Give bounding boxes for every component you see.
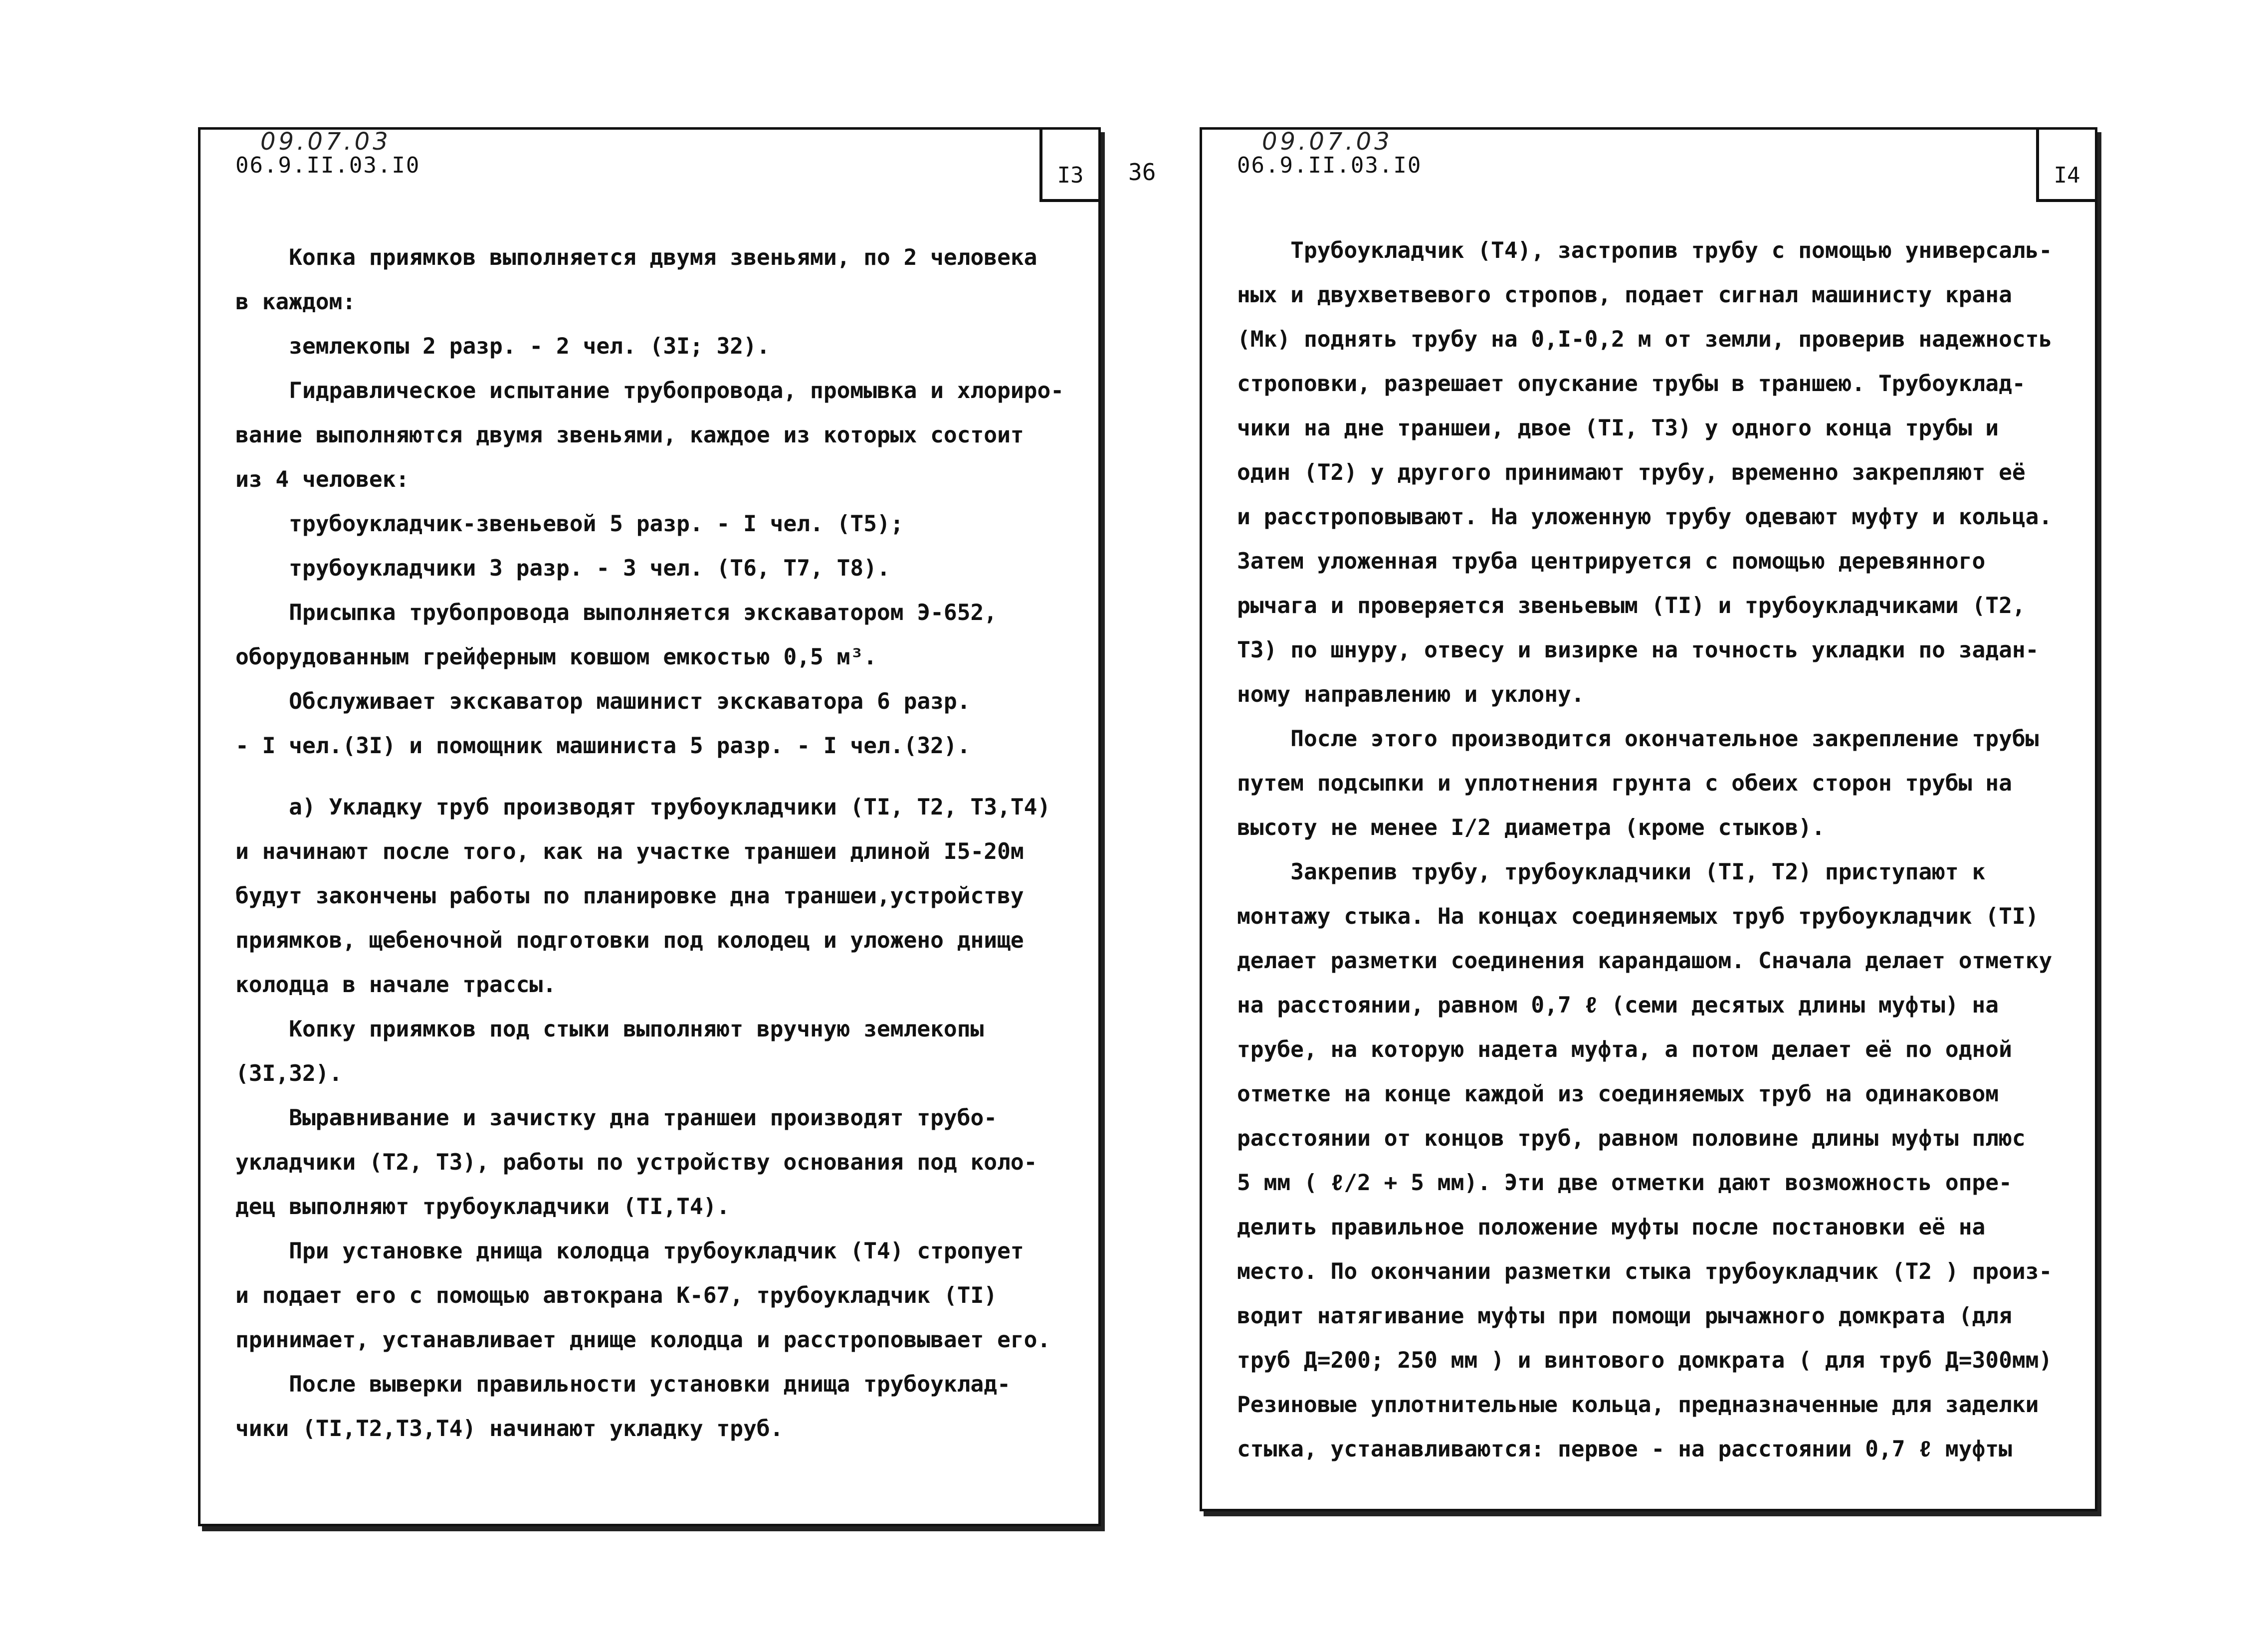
right-page	[1200, 127, 2097, 1511]
text-line: а) Укладку труб производят трубоукладчики (ТI, Т2, Т3,Т4)	[235, 795, 1051, 820]
text-line: Трубоукладчик (Т4), застропив трубу с помощью универсаль-	[1237, 238, 2053, 263]
text-line: монтажу стыка. На концах соединяемых труб трубоукладчик (ТI)	[1237, 904, 2039, 929]
text-line: Присыпка трубопровода выполняется экскаватором Э-652,	[235, 600, 998, 625]
text-line: Гидравлическое испытание трубопровода, промывка и хлориро-	[235, 378, 1064, 404]
text-line: стыка, устанавливаются: первое - на расстоянии 0,7 ℓ муфты	[1237, 1437, 2012, 1462]
text-line: Закрепив трубу, трубоукладчики (ТI, Т2) приступают к	[1237, 859, 1986, 885]
spread-page-number: 36	[1128, 159, 1156, 186]
text-line: - I чел.(ЗI) и помощник машиниста 5 разр. - I чел.(З2).	[235, 733, 971, 759]
right-page-number-box	[2036, 130, 2095, 202]
right-page-number: I4	[2054, 163, 2080, 188]
text-line: После выверки правильности установки днища трубоуклад-	[235, 1372, 1011, 1397]
text-line: рычага и проверяется звеньевым (ТI) и трубоукладчиками (Т2,	[1237, 593, 2026, 618]
text-line: делить правильное положение муфты после постановки её на	[1237, 1215, 1986, 1240]
text-line: путем подсыпки и уплотнения грунта с обеих сторон трубы на	[1237, 771, 2012, 796]
text-line: Копка приямков выполняется двумя звеньями, по 2 человека	[235, 245, 1037, 270]
right-page-stamp: 09.07.03	[1262, 128, 1393, 156]
text-line: Затем уложенная труба центрируется с помощью деревянного	[1237, 549, 1986, 574]
text-line: Выравнивание и зачистку дна траншеи производят трубо-	[235, 1105, 998, 1131]
text-line: расстоянии от концов труб, равном половине длины муфты плюс	[1237, 1126, 2026, 1151]
text-line: (Мк) поднять трубу на 0,I-0,2 м от земли, проверив надежность	[1237, 327, 2053, 352]
paragraph-gap	[235, 768, 1084, 785]
text-line: ному направлению и уклону.	[1237, 682, 1585, 707]
left-page-doc-code: 06.9.II.03.I0	[235, 153, 420, 178]
text-line: и подает его с помощью автокрана К-67, трубоукладчик (ТI)	[235, 1283, 998, 1308]
text-line: Резиновые уплотнительные кольца, предназначенные для заделки	[1237, 1392, 2039, 1418]
text-line: трубе, на которую надета муфта, а потом делает её по одной	[1237, 1037, 2012, 1062]
text-line: трубоукладчик-звеньевой 5 разр. - I чел. (Т5);	[235, 511, 904, 537]
text-line: высоту не менее I/2 диаметра (кроме стыков).	[1237, 815, 1825, 840]
text-line: дец выполняют трубоукладчики (ТI,Т4).	[235, 1194, 730, 1220]
text-line: отметке на конце каждой из соединяемых труб на одинаковом	[1237, 1081, 1999, 1107]
text-line: 5 мм ( ℓ/2 + 5 мм). Эти две отметки дают возможность опре-	[1237, 1170, 2012, 1196]
text-line: один (Т2) у другого принимают трубу, временно закрепляют её	[1237, 460, 2026, 485]
text-line: и расстроповывают. На уложенную трубу одевают муфту и кольца.	[1237, 504, 2053, 530]
text-line: Т3) по шнуру, отвесу и визирке на точность укладки по задан-	[1237, 637, 2039, 663]
right-page-body	[1237, 228, 2081, 1471]
text-line: чики на дне траншеи, двое (ТI, Т3) у одного конца трубы и	[1237, 415, 1999, 441]
text-line: укладчики (Т2, Т3), работы по устройству основания под коло-	[235, 1150, 1037, 1175]
text-line: Обслуживает экскаватор машинист экскаватора 6 разр.	[235, 689, 971, 714]
text-line: в каждом:	[235, 289, 356, 315]
text-line: вание выполняются двумя звеньями, каждое из которых состоит	[235, 422, 1024, 448]
text-line: После этого производится окончательное закрепление трубы	[1237, 726, 2039, 752]
left-page-stamp: 09.07.03	[260, 128, 391, 156]
text-line: место. По окончании разметки стыка трубоукладчик (Т2 ) произ-	[1237, 1259, 2053, 1284]
text-line: приямков, щебеночной подготовки под колодец и уложено днище	[235, 928, 1024, 953]
text-line: строповки, разрешает опускание трубы в траншею. Трубоуклад-	[1237, 371, 2026, 397]
left-page-number-box	[1039, 130, 1098, 202]
left-page	[198, 127, 1101, 1526]
text-line: на расстоянии, равном 0,7 ℓ (семи десятых длины муфты) на	[1237, 993, 1999, 1018]
text-line: колодца в начале трассы.	[235, 972, 556, 998]
text-line: будут закончены работы по планировке дна траншеи,устройству	[235, 883, 1024, 909]
text-line: трубоукладчики 3 разр. - 3 чел. (Т6, Т7, Т8).	[235, 556, 890, 581]
text-line: При установке днища колодца трубоукладчик (Т4) стропует	[235, 1238, 1024, 1264]
text-line: водит натягивание муфты при помощи рычажного домкрата (для	[1237, 1303, 2012, 1329]
text-line: труб Д=200; 250 мм ) и винтового домкрата ( для труб Д=300мм)	[1237, 1348, 2053, 1373]
text-line: (ЗI,З2).	[235, 1061, 343, 1086]
text-line: ных и двухветвевого стропов, подает сигнал машинисту крана	[1237, 282, 2012, 308]
text-line: Копку приямков под стыки выполняют вручную землекопы	[235, 1017, 984, 1042]
left-page-body	[235, 235, 1084, 1451]
text-line: делает разметки соединения карандашом. Сначала делает отметку	[1237, 948, 2053, 974]
text-line: землекопы 2 разр. - 2 чел. (ЗI; З2).	[235, 334, 770, 359]
right-page-doc-code: 06.9.II.03.I0	[1237, 153, 1422, 178]
text-line: и начинают после того, как на участке траншеи длиной I5-20м	[235, 839, 1024, 864]
text-line: оборудованным грейферным ковшом емкостью 0,5 м³.	[235, 644, 877, 670]
text-line: принимает, устанавливает днище колодца и расстроповывает его.	[235, 1327, 1051, 1353]
text-line: из 4 человек:	[235, 467, 410, 492]
left-page-number: I3	[1057, 163, 1084, 188]
text-line: чики (ТI,Т2,Т3,Т4) начинают укладку труб.	[235, 1416, 784, 1442]
